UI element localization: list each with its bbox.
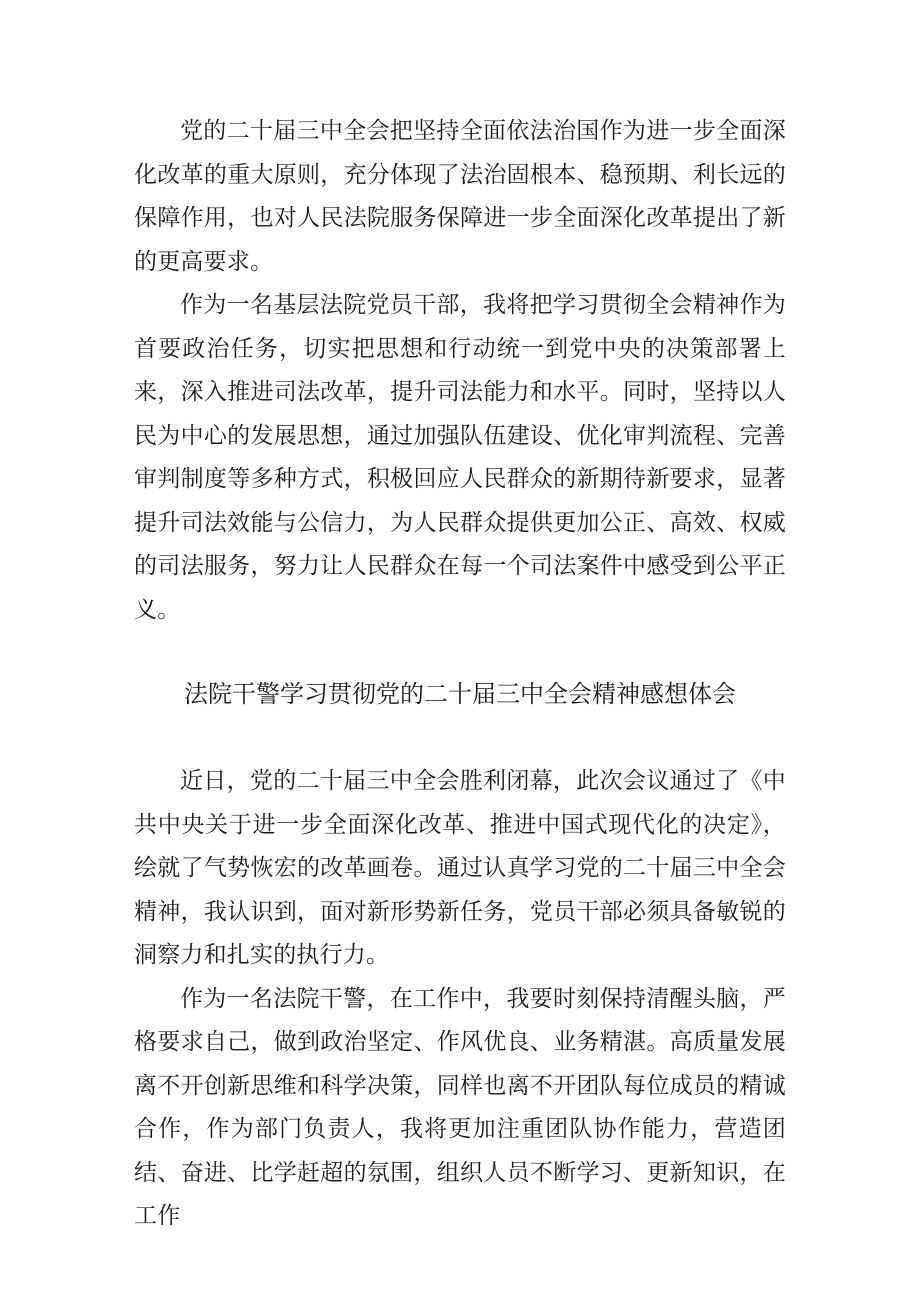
body-paragraph: 近日，党的二十届三中全会胜利闭幕，此次会议通过了《中共中央关于进一步全面深化改革、推进中国式现代化的决定》，绘就了气势恢宏的改革画卷。通过认真学习党的二十届三中全会精神，我认识到，面对新形势新任务，党员干部必须具备敏锐的洞察力和扎实的执行力。 xyxy=(134,768,786,968)
document-body xyxy=(134,110,786,1239)
body-paragraph: 党的二十届三中全会把坚持全面依法治国作为进一步全面深化改革的重大原则，充分体现了法治固根本、稳预期、利长远的保障作用，也对人民法院服务保障进一步全面深化改革提出了新的更高要求。 xyxy=(134,118,786,275)
body-paragraph: 作为一名法院干警，在工作中，我要时刻保持清醒头脑，严格要求自己，做到政治坚定、作风优良、业务精湛。高质量发展离不开创新思维和科学决策，同样也离不开团队每位成员的精诚合作，作为部门负责人，我将更加注重团队协作能力，营造团结、奋进、比学赶超的氛围，组织人员不断学习、更新知识，在工作 xyxy=(134,985,786,1229)
body-paragraph: 作为一名基层法院党员干部，我将把学习贯彻全会精神作为首要政治任务，切实把思想和行动统一到党中央的决策部署上来，深入推进司法改革，提升司法能力和水平。同时，坚持以人民为中心的发展思想，通过加强队伍建设、优化审判流程、完善审判制度等多种方式，积极回应人民群众的新期待新要求，显著提升司法效能与公信力，为人民群众提供更加公正、高效、权威的司法服务，努力让人民群众在每一个司法案件中感受到公平正义。 xyxy=(134,292,786,623)
article-title: 法院干警学习贯彻党的二十届三中全会精神感想体会 xyxy=(184,680,736,708)
